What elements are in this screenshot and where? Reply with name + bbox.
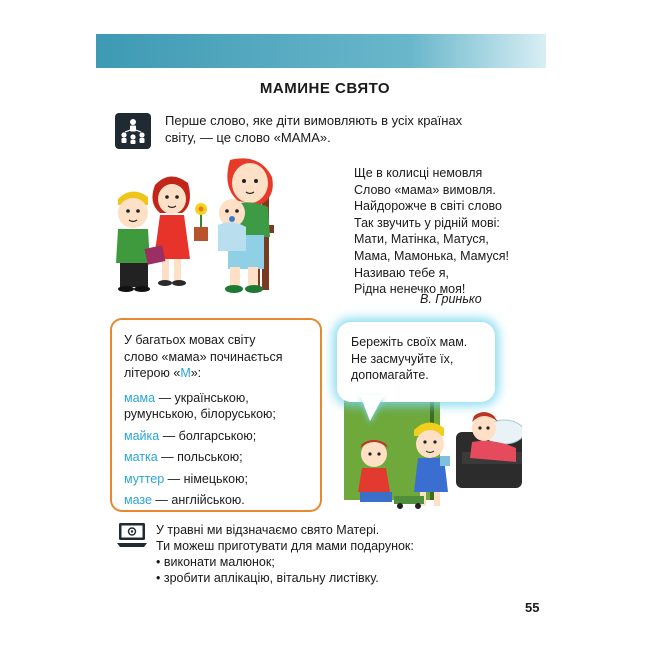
poem-author: В. Гринько: [420, 292, 482, 306]
list-item: • зробити аплікацію, вітальну листівку.: [156, 570, 516, 586]
page-number: 55: [525, 600, 540, 615]
list-item: матка — польською;: [124, 450, 243, 464]
bubble-line-1: Бережіть своїх мам.: [351, 335, 468, 349]
letter-m: М: [180, 366, 191, 380]
poem: [354, 165, 554, 298]
bubble-line-2: Не засмучуйте їх,: [351, 351, 454, 366]
list-item: • виконати малюнок;: [156, 554, 516, 570]
list-item: румунською, білоруською;: [124, 407, 276, 421]
languages-intro-line-2: слово «мама» починається: [124, 349, 283, 364]
list-item: мама — українською,: [124, 390, 249, 405]
languages-list: [124, 390, 310, 509]
languages-box: [110, 318, 322, 512]
footer-line-1: У травні ми відзначаємо свято Матері.: [156, 523, 380, 537]
gift-suggestions: [156, 522, 516, 586]
header-band: [96, 34, 546, 68]
poem-line-2: Слово «мама» вимовля.: [354, 182, 496, 197]
list-item: муттер — німецькою;: [124, 471, 248, 486]
list-item: мазе — англійською.: [124, 493, 245, 507]
languages-intro-line-1: У багатьох мовах світу: [124, 333, 256, 347]
page-title: МАМИНЕ СВЯТО: [259, 80, 391, 97]
bubble-line-3: допомагайте.: [351, 368, 429, 382]
poem-line-6: Мама, Мамонька, Мамуся!: [354, 248, 509, 263]
poem-line-3: Найдорожче в світі слово: [354, 199, 502, 214]
languages-intro: [124, 332, 310, 382]
group-discussion-icon: [115, 113, 151, 149]
footer-line-2: Ти можеш приготувати для мами подарунок:: [156, 539, 414, 553]
intro-line-1: Перше слово, яке діти вимовляють в усіх країнах: [165, 113, 463, 128]
family-illustration: [110, 155, 295, 295]
poem-line-5: Мати, Матінка, Матуся,: [354, 232, 489, 247]
intro-line-2: світу, — це слово «МАМА».: [165, 130, 331, 145]
bubble-tail: [360, 395, 384, 421]
computer-icon: [117, 522, 147, 548]
poem-line-7: Називаю тебе я,: [354, 265, 449, 280]
languages-intro-line-3: літерою «М»:: [124, 366, 202, 380]
advice-bubble: [337, 322, 495, 402]
poem-line-8: Рідна ненечко моя!: [354, 282, 466, 297]
list-item: майка — болгарською;: [124, 428, 257, 443]
poem-line-4: Так звучить у рідній мові:: [354, 215, 500, 230]
poem-line-1: Ще в колисці немовля: [354, 166, 483, 180]
intro-paragraph: [165, 112, 495, 146]
